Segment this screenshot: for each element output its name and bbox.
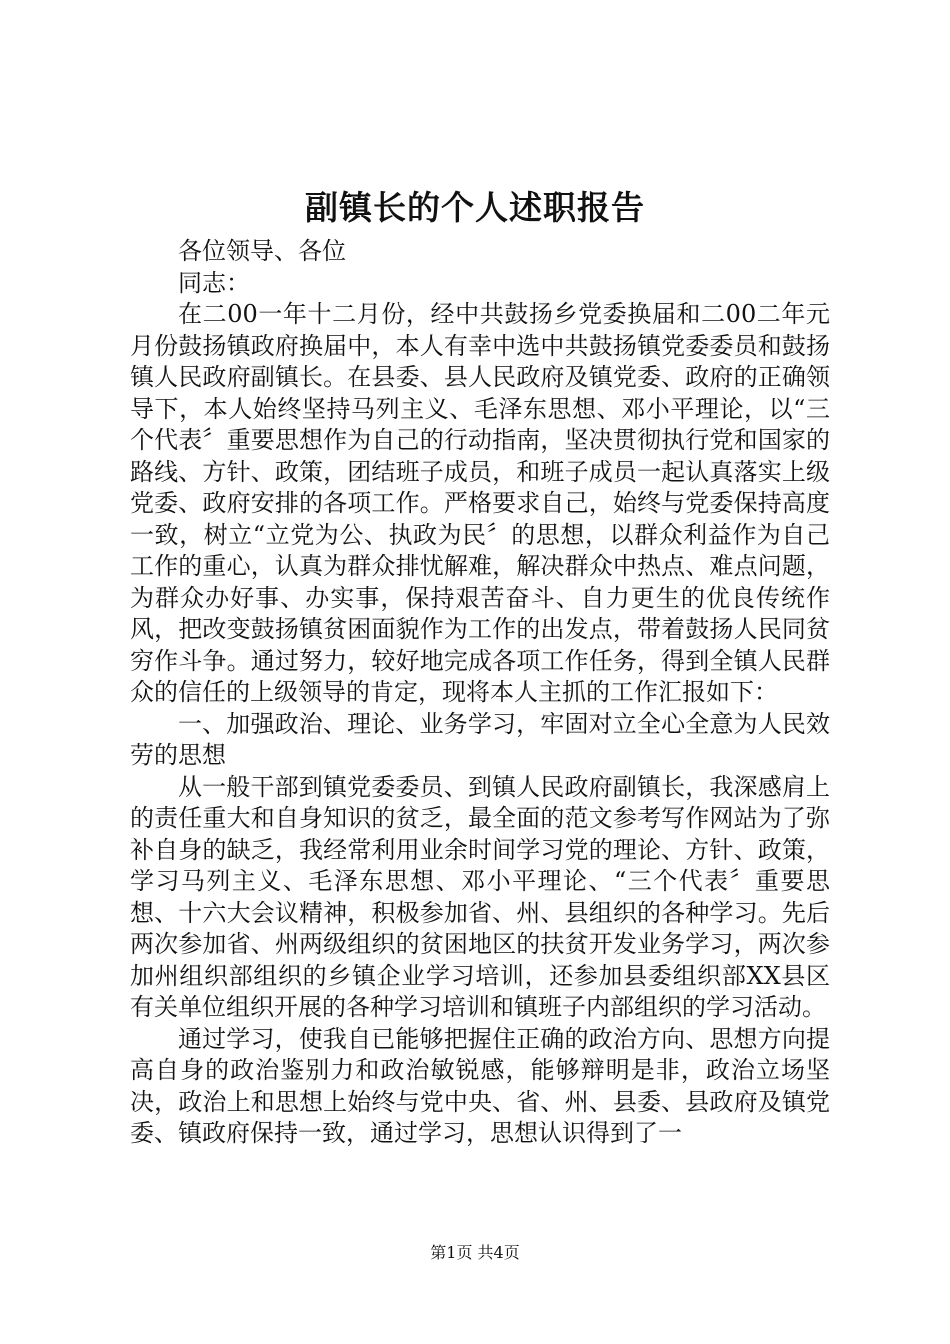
document-body <box>130 236 830 1150</box>
paragraph-study: 从一般干部到镇党委委员、到镇人民政府副镇长，我深感肩上的责任重大和自身知识的贫乏，最全面的范文参考写作网站为了弥补自身的缺乏，我经常利用业余时间学习党的理论、方针、政策，学习马列主义、毛泽东思想、邓小平理论、“三个代表〞重要思想、十六大会议精神，积极参加省、州、县组织的各种学习。先后两次参加省、州两级组织的贫困地区的扶贫开发业务学习，两次参加州组织部组织的乡镇企业学习培训，还参加县委组织部XX县区有关单位组织开展的各种学习培训和镇班子内部组织的学习活动。 <box>130 772 830 1021</box>
paragraph-intro: 在二00一年十二月份，经中共鼓扬乡党委换届和二00二年元月份鼓扬镇政府换届中，本人有幸中选中共鼓扬镇党委委员和鼓扬镇人民政府副镇长。在县委、县人民政府及镇党委、政府的正确领导下，本人始终坚持马列主义、毛泽东思想、邓小平理论，以“三个代表〞重要思想作为自己的行动指南，坚决贯彻执行党和国家的路线、方针、政策，团结班子成员，和班子成员一起认真落实上级党委、政府安排的各项工作。严格要求自己，始终与党委保持高度一致，树立“立党为公、执政为民〞的思想，以群众利益作为自己工作的重心，认真为群众排忧解难，解决群众中热点、难点问题，为群众办好事、办实事，保持艰苦奋斗、自力更生的优良传统作风，把改变鼓扬镇贫困面貌作为工作的出发点，带着鼓扬人民同贫穷作斗争。通过努力，较好地完成各项工作任务，得到全镇人民群众的信任的上级领导的肯定，现将本人主抓的工作汇报如下： <box>130 300 830 706</box>
section-heading-1: 一、加强政治、理论、业务学习，牢固对立全心全意为人民效劳的思想 <box>130 709 830 769</box>
paragraph-result: 通过学习，使我自已能够把握住正确的政治方向、思想方向提高自身的政治鉴别力和政治敏锐感，能够辩明是非，政治立场坚决，政治上和思想上始终与党中央、省、州、县委、县政府及镇党委、镇政府保持一致，通过学习，思想认识得到了一 <box>130 1024 830 1147</box>
document-title: 副镇长的个人述职报告 <box>305 188 645 227</box>
salutation-line-1: 各位领导、各位 <box>178 237 346 265</box>
page-number-footer: 第1页 共4页 <box>430 1243 520 1262</box>
salutation-line-2: 同志： <box>178 268 250 297</box>
